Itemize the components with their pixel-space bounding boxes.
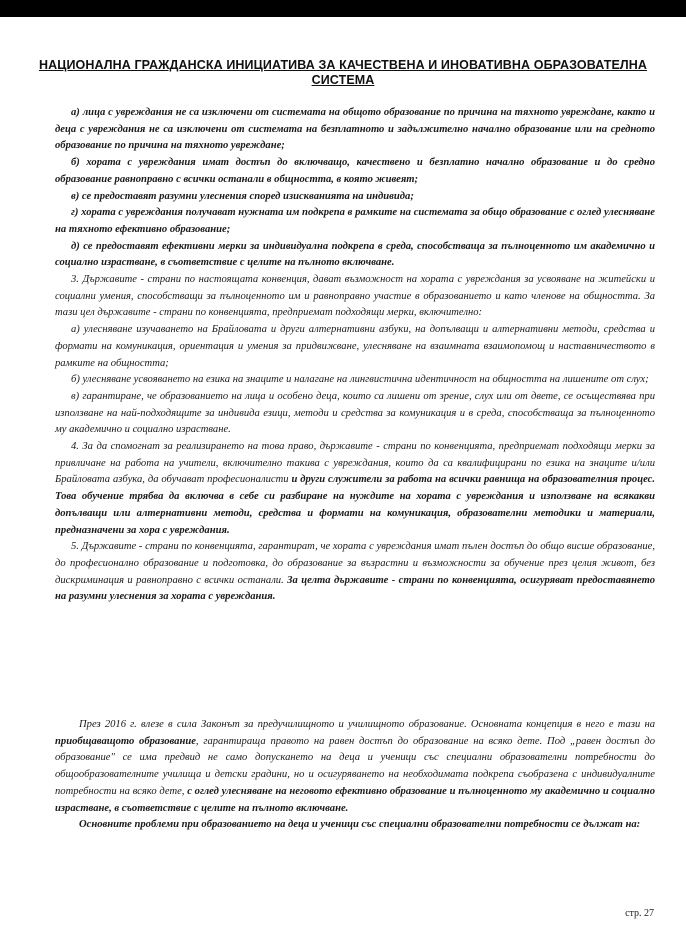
convention-text (55, 105, 655, 606)
page-number: стр. 27 (625, 908, 654, 919)
paragraph-5-bold: За целта държавите - страни по конвенцията, осигуряват предоставянето на разумни улеснения за хората с увреждания. (55, 574, 655, 603)
law-paragraph-part2: , гарантираща правото на равен достъп до образование на всяко дете. Под „равен достъп до образование" се има предвид не само допускането на деца и ученици със специални образователни потребности до общообразователните училища и детски градини, но и осигуряването на необходимата подкрепа съобразена с индивидуалните потребности на всяко дете, (55, 735, 655, 797)
top-black-bar (0, 0, 686, 17)
document-title: НАЦИОНАЛНА ГРАЖДАНСКА ИНИЦИАТИВА ЗА КАЧЕСТВЕНА И ИНОВАТИВНА ОБРАЗОВАТЕЛНА СИСТЕМА (38, 58, 648, 87)
paragraph-3c: в) гарантиране, че образованието на лица и особено деца, които са лишени от зрение, слух или от двете, се осъществява при използване на най-подходящите за индивида езици, методи и средства за комуникация и в среда, способстваща за пълноценното му академично и социално израстване. (55, 390, 655, 436)
paragraph-c: в) се предоставят разумни улеснения според изискванията на индивида; (71, 190, 414, 202)
paragraph-e: д) се предоставят ефективни мерки за индивидуална подкрепа в среда, способстваща за пълноценното им академично и социално израстване, в съответствие с целите на пълното включване. (55, 240, 655, 269)
problems-paragraph: Основните проблеми при образованието на деца и ученици със специални образователни потребности се дължат на: (79, 819, 641, 831)
paragraph-3a: а) улесняване изучаването на Брайловата и други алтернативни азбуки, на допълващи и алтернативни методи, средства и формати на комуникация, ориентация и умения за придвижване, улесняване на взаимната взаимопомощ и наставничеството в рамките на общността; (55, 324, 655, 369)
paragraph-b: б) хората с увреждания имат достъп до включващо, качествено и безплатно начално образование и до средно образование равноправно с всички останали в общността, в която живеят; (55, 157, 655, 185)
paragraph-d: г) хората с увреждания получават нужната им подкрепа в рамките на системата за общо образование с оглед улесняване на тяхното ефективно образование; (55, 207, 655, 235)
law-paragraph-emphasis: приобщаващото образование (55, 735, 196, 747)
paragraph-3b: б) улесняване усвояването на езика на знаците и налагане на лингвистична идентичност на общността на лишените от слух; (71, 374, 649, 386)
paragraph-5-regular: 5. Държавите - страни по конвенцията, гарантират, че хората с увреждания имат пълен достъп до общо висше образование, до професионално образование и подготовка, до образование за възрастни и възможности за обучение през целия живот, без дискриминация и равноправно с всички останали. (55, 541, 655, 586)
paragraph-5 (55, 539, 655, 606)
paragraph-3: 3. Държавите - страни по настоящата конвенция, дават възможност на хората с увреждания за усвояване на житейски и социални умения, способстващи за пълноценното им и равноправно участие в образованието и като членове на общността. За тази цел държавите - страни по конвенцията, предприемат подходящи мерки, включително: (55, 274, 655, 319)
law-paragraph (55, 717, 655, 817)
law-commentary (55, 717, 655, 834)
law-paragraph-part1: През 2016 г. влезе в сила Законът за предучилищното и училищното образование. Основната концепция в него е тази на (79, 719, 655, 730)
paragraph-4-regular: 4. За да спомогнат за реализирането на това право, държавите - страни по конвенцията, предприемат подходящи мерки за привличане на работа на учители, включително такива с увреждания, които да са квалифицирани по езика на знаците и/или Брайловата азбука, да обучават професионалисти (55, 441, 655, 486)
paragraph-4-bold: и други служители за работа на всички равнища на образователния процес. Това обучение трябва да включва в себе си разбиране на нуждите на хората с увреждания и използване на всякакви допълващи или алтернативни методи, средства и формати на комуникация, образователни методики и материали, предназначени за хора с увреждания. (55, 474, 655, 536)
paragraph-4 (55, 439, 655, 539)
paragraph-a: а) лица с увреждания не са изключени от системата на общото образование по причина на тяхното увреждане, както и деца с увреждания не са изключени от системата на безплатното и задължително начално образование или на средното образование по причина на тяхното увреждане; (55, 107, 655, 152)
law-paragraph-bold: с оглед улесняване на неговото ефективно образование и пълноценното му академично и социално израстване, в съответствие с целите на пълното включване. (55, 785, 655, 814)
